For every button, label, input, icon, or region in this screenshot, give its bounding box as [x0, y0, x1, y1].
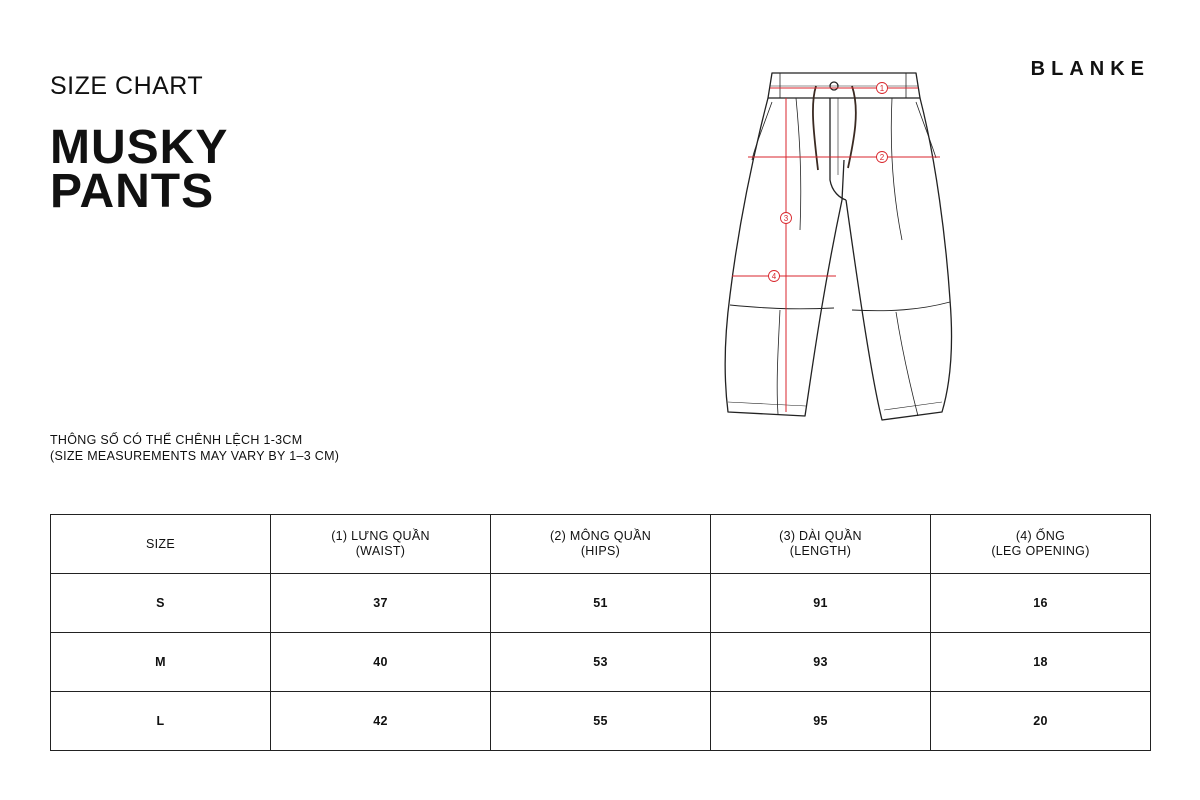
cell-length: 93 — [711, 633, 931, 692]
table-header-row — [51, 515, 1151, 574]
table-row — [51, 633, 1151, 692]
cell-waist: 40 — [271, 633, 491, 692]
header-hips-line2: (HIPS) — [580, 544, 621, 558]
cell-size: L — [51, 692, 271, 751]
header-length-line2: (LENGTH) — [789, 544, 852, 558]
header-leg-opening — [931, 515, 1151, 574]
header-leg-opening-line2: (LEG OPENING) — [991, 544, 1090, 558]
measurement-lines — [732, 88, 940, 412]
cell-leg-opening: 18 — [931, 633, 1151, 692]
pants-outline — [725, 73, 951, 420]
header-length — [711, 515, 931, 574]
pants-illustration — [620, 40, 1060, 460]
page-title — [50, 121, 229, 218]
cell-size: M — [51, 633, 271, 692]
measurement-marker-labels — [772, 84, 885, 281]
title-line-1: MUSKY — [50, 121, 229, 174]
cell-size: S — [51, 574, 271, 633]
cell-hips: 51 — [491, 574, 711, 633]
size-chart-label: SIZE CHART — [50, 72, 204, 100]
cell-waist: 37 — [271, 574, 491, 633]
header-leg-opening-line1: (4) ỐNG — [1015, 529, 1066, 543]
brand-logo: BLANKE — [1030, 58, 1150, 80]
header-size — [51, 515, 271, 574]
marker-3-label: 3 — [783, 214, 789, 223]
header-size-line1: SIZE — [146, 536, 175, 551]
title-line-2: PANTS — [50, 165, 215, 218]
header-hips-line1: (2) MÔNG QUẦN — [549, 529, 652, 543]
table-row — [51, 692, 1151, 751]
marker-4-label: 4 — [771, 272, 777, 281]
header-hips — [491, 515, 711, 574]
table-row — [51, 574, 1151, 633]
header-length-line1: (3) DÀI QUẦN — [779, 529, 862, 543]
measurement-note — [50, 432, 339, 464]
cell-hips: 53 — [491, 633, 711, 692]
size-table — [50, 514, 1151, 751]
header-waist-line2: (WAIST) — [355, 544, 406, 558]
note-line-en: (SIZE MEASUREMENTS MAY VARY BY 1–3 CM) — [50, 449, 340, 463]
cell-hips: 55 — [491, 692, 711, 751]
cell-leg-opening: 20 — [931, 692, 1151, 751]
header-waist — [271, 515, 491, 574]
marker-2-label: 2 — [879, 153, 885, 162]
pants-drawing — [620, 40, 1060, 460]
cell-waist: 42 — [271, 692, 491, 751]
cell-length: 95 — [711, 692, 931, 751]
note-line-vi: THÔNG SỐ CÓ THỂ CHÊNH LỆCH 1-3CM — [50, 433, 303, 447]
marker-1-label: 1 — [879, 84, 885, 93]
cell-length: 91 — [711, 574, 931, 633]
header-waist-line1: (1) LƯNG QUẦN — [331, 529, 430, 543]
cell-leg-opening: 16 — [931, 574, 1151, 633]
